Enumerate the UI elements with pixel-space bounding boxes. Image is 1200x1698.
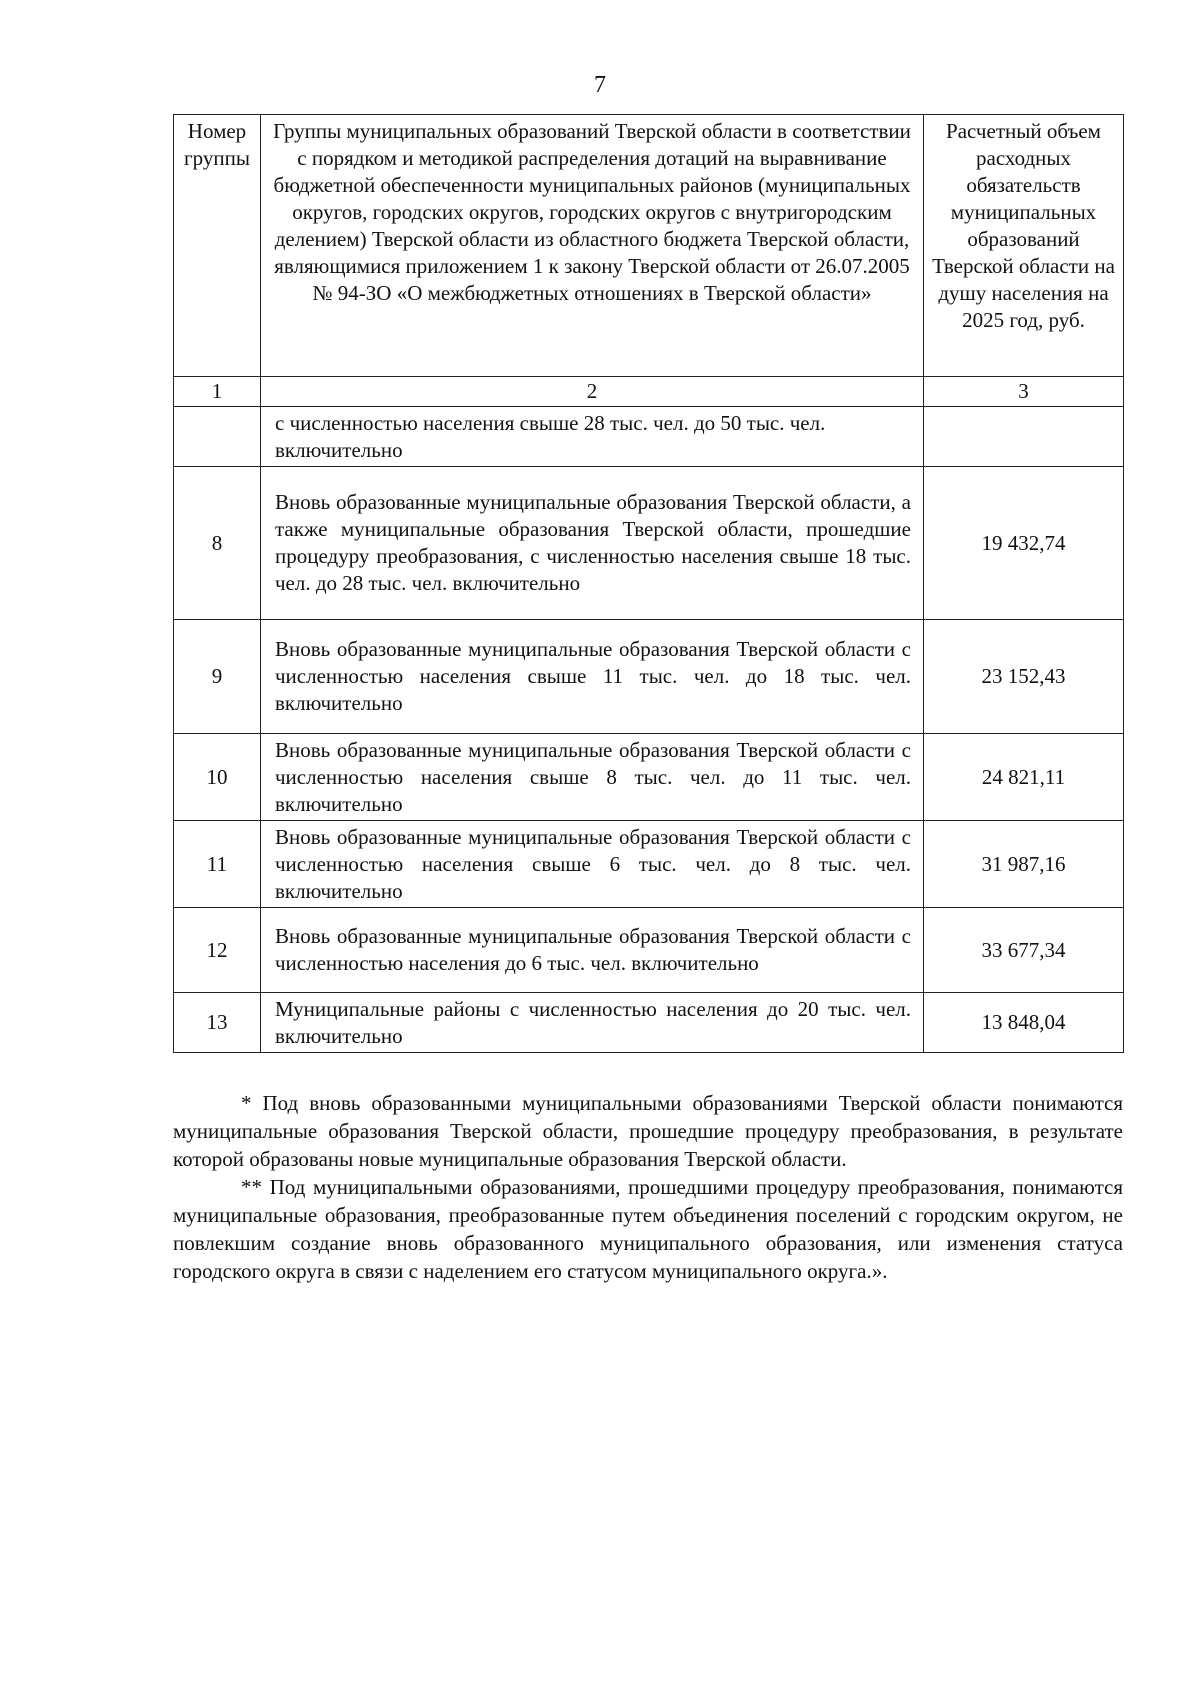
page-number: 7 bbox=[594, 72, 606, 98]
footnotes bbox=[173, 1089, 1123, 1285]
row-number: 13 bbox=[174, 993, 261, 1053]
header-groups: Группы муниципальных образований Тверской области в соответствии с порядком и методикой распределения дотаций на выравнивание бюджетной обеспеченности муниципальных районов (муниципальных округов, городских округов, городских округов с внутригородским делением) Тверской области из областного бюджета Тверской области, являющимися приложением 1 к закону Тверской области от 26.07.2005 № 94-ЗО «О межбюджетных отношениях в Тверской области» bbox=[261, 115, 924, 377]
row-description: Муниципальные районы с численностью населения до 20 тыс. чел. включительно bbox=[261, 993, 924, 1053]
table-row bbox=[174, 908, 1124, 993]
table-header-row bbox=[174, 115, 1124, 377]
row-description: Вновь образованные муниципальные образования Тверской области с численностью населения до 6 тыс. чел. включительно bbox=[261, 908, 924, 993]
footnote-transformed-municipalities: ** Под муниципальными образованиями, прошедшими процедуру преобразования, понимаются муниципальные образования, преобразованные путем объединения поселений с городским округом, не повлекшим создание вновь образованного муниципального образования, или изменения статуса городского округа в связи с наделением его статусом муниципального округа.». bbox=[173, 1175, 1123, 1283]
header-group-number: Номер группы bbox=[174, 115, 261, 377]
table-row bbox=[174, 734, 1124, 821]
table-row bbox=[174, 821, 1124, 908]
row-value: 19 432,74 bbox=[924, 467, 1124, 620]
table-row bbox=[174, 993, 1124, 1053]
row-description: с численностью населения свыше 28 тыс. чел. до 50 тыс. чел. включительно bbox=[261, 407, 924, 467]
row-value: 31 987,16 bbox=[924, 821, 1124, 908]
row-description: Вновь образованные муниципальные образования Тверской области, а также муниципальные образования Тверской области, прошедшие процедуру преобразования, с численностью населения свыше 18 тыс. чел. до 28 тыс. чел. включительно bbox=[261, 467, 924, 620]
row-description: Вновь образованные муниципальные образования Тверской области с численностью населения свыше 11 тыс. чел. до 18 тыс. чел. включительно bbox=[261, 620, 924, 734]
column-index-2: 2 bbox=[261, 377, 924, 407]
municipal-groups-table bbox=[173, 114, 1124, 1053]
table-row bbox=[174, 407, 1124, 467]
row-value: 33 677,34 bbox=[924, 908, 1124, 993]
row-number: 10 bbox=[174, 734, 261, 821]
footnote-new-municipalities: * Под вновь образованными муниципальными образованиями Тверской области понимаются муниципальные образования Тверской области, прошедшие процедуру преобразования, в результате которой образованы новые муниципальные образования Тверской области. bbox=[173, 1091, 1123, 1171]
column-index-row bbox=[174, 377, 1124, 407]
table-row bbox=[174, 467, 1124, 620]
row-description: Вновь образованные муниципальные образования Тверской области с численностью населения свыше 6 тыс. чел. до 8 тыс. чел. включительно bbox=[261, 821, 924, 908]
row-value bbox=[924, 407, 1124, 467]
row-value: 23 152,43 bbox=[924, 620, 1124, 734]
column-index-1: 1 bbox=[174, 377, 261, 407]
row-number: 9 bbox=[174, 620, 261, 734]
table-row bbox=[174, 620, 1124, 734]
row-description: Вновь образованные муниципальные образования Тверской области с численностью населения свыше 8 тыс. чел. до 11 тыс. чел. включительно bbox=[261, 734, 924, 821]
column-index-3: 3 bbox=[924, 377, 1124, 407]
row-number bbox=[174, 407, 261, 467]
header-value: Расчетный объем расходных обязательств муниципальных образований Тверской области на душу населения на 2025 год, руб. bbox=[924, 115, 1124, 377]
row-value: 24 821,11 bbox=[924, 734, 1124, 821]
row-number: 12 bbox=[174, 908, 261, 993]
row-value: 13 848,04 bbox=[924, 993, 1124, 1053]
row-number: 11 bbox=[174, 821, 261, 908]
row-number: 8 bbox=[174, 467, 261, 620]
